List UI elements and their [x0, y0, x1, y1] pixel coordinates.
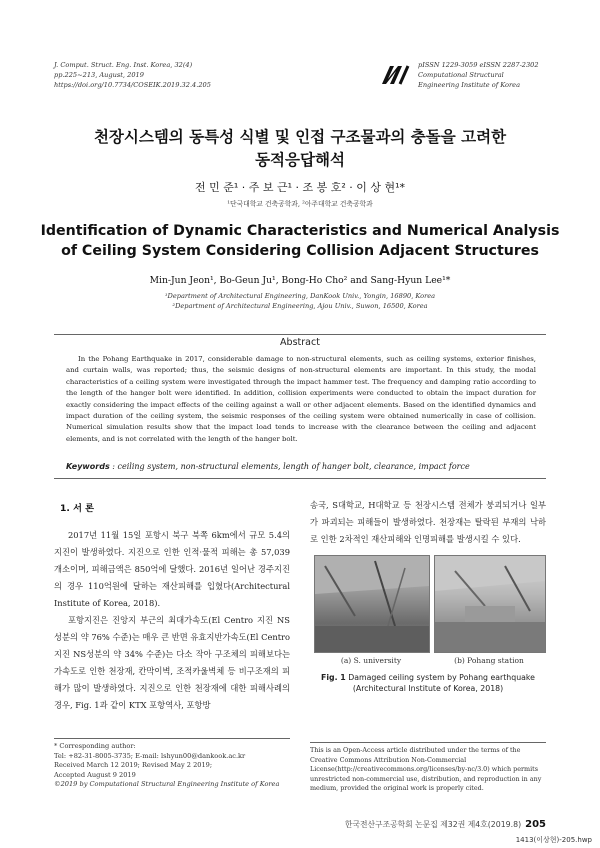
footnote-divider	[54, 738, 290, 739]
divider	[54, 334, 546, 335]
issn-block	[418, 60, 568, 90]
damaged-ceiling-illustration	[315, 556, 429, 652]
figure-photo-s-university	[314, 555, 430, 653]
figure-label: Fig. 1	[321, 673, 346, 682]
footnote-line: Accepted August 9 2019	[54, 770, 136, 779]
damaged-station-ceiling-illustration	[435, 556, 545, 652]
page-footer	[300, 819, 546, 830]
abstract-heading: Abstract	[280, 337, 320, 348]
issn-line: Engineering Institute of Korea	[418, 81, 521, 89]
keywords-list: : ceiling system, non-structural elements, length of hanger bolt, clearance, impact force	[109, 462, 470, 471]
copyright-line: ©2019 by Computational Structural Engineering Institute of Korea	[54, 780, 280, 788]
journal-citation	[54, 60, 304, 90]
footnote-line: Received March 12 2019; Revised May 2 2019;	[54, 761, 213, 769]
paragraph: 2017년 11월 15일 포항시 북구 북쪽 6km에서 규모 5.4의 지진이 발생하였다. 지진으로 인한 인적·물적 피해는 총 57,039 개소이며, 피해금액은 850억에 달했다. 2016년 일어난 경주지진의 경우 110억원에 달하는 재산피해를 입혔다(Architectural Institute of Korea, 2018).	[54, 530, 290, 608]
english-title	[40, 221, 560, 261]
body-column-right	[310, 497, 546, 548]
keywords	[66, 462, 546, 471]
keywords-label: Keywords	[66, 462, 110, 471]
affiliation-line: ¹Department of Architectural Engineering, DanKook Univ., Yongin, 16890, Korea	[164, 292, 436, 300]
correspondence-footnote	[54, 742, 290, 790]
english-title-line: of Ceiling System Considering Collision Adjacent Structures	[61, 243, 539, 259]
english-title-line: Identification of Dynamic Characteristics and Numerical Analysis	[40, 223, 560, 239]
doi-link[interactable]: https://doi.org/10.7734/COSEIK.2019.32.4.205	[54, 81, 211, 89]
footnote-divider	[310, 742, 546, 743]
figure-caption	[310, 672, 546, 694]
abstract-text: In the Pohang Earthquake in 2017, considerable damage to non-structural elements, such as ceiling systems, exterior finishes, and curtain walls, was reported; thus, the seismic designs of non-structural elements are important. In this study, the modal characteristics of a ceiling system were investigated through the impact hammer test. The frequency and damping ratio according to the length of the hanger bolt were identified. In addition, collision experiments were conducted to obtain the impact duration for exactly considering the impact effects of the ceiling against a wall or other adjacent elements. Based on the identified dynamics and impact duration of the ceiling system, the seismic responses of the ceiling system were obtained numerically in case of collision. Numerical simulation results show that the impact load tends to increase with the clearance between the ceiling and adjacent elements, and is not correlated with the length of the hanger bolt.	[66, 355, 536, 443]
korean-title-line: 동적응답해석	[255, 151, 345, 169]
korean-authors: 전 민 준¹ · 주 보 근¹ · 조 봉 호² · 이 상 현¹*	[194, 181, 406, 194]
footnote-line: Tel: +82-31-8005-3735; E-mail: lshyun00@dankook.ac.kr	[54, 751, 246, 760]
divider	[54, 478, 546, 479]
journal-line: J. Comput. Struct. Eng. Inst. Korea, 32(4)	[54, 61, 193, 69]
journal-logo-icon	[380, 64, 410, 86]
figure-caption-text: Damaged ceiling system by Pohang earthquake	[345, 673, 535, 682]
section-heading: 1. 서 론	[60, 503, 95, 514]
english-affiliations	[40, 292, 560, 311]
subcaption-a: (a) S. university	[340, 656, 402, 665]
footnote-line: * Corresponding author:	[54, 742, 136, 750]
page-number: 205	[525, 819, 546, 830]
license-footnote: This is an Open-Access article distributed under the terms of the Creative Commons Attribution Non-Commercial License(http://creativecommons.org/licenses/by-nc/3.0) which permits unrestricted non-commercial use, distribution, and reproduction in any medium, provided the original work is properly cited.	[310, 746, 542, 792]
korean-title-line: 천장시스템의 동특성 식별 및 인접 구조물과의 충돌을 고려한	[93, 128, 507, 146]
subcaption-b: (b) Pohang station	[454, 656, 524, 665]
english-authors: Min-Jun Jeon¹, Bo-Geun Ju¹, Bong-Ho Cho² and Sang-Hyun Lee¹*	[149, 275, 451, 286]
paragraph: 포항지진은 진앙지 부근의 최대가속도(El Centro 지진 NS 성분의 약 76% 수준)는 매우 큰 반면 유효지반가속도(El Centro 지진 NS성분의 약 34% 수준)는 다소 작아 구조체의 피해보다는 가속도로 인한 천장재, 칸막이벽, 조적카울벽체 등 비구조재의 피해가 많이 발생하였다. 지진으로 인한 천장재에 대한 피해사례의 경우, Fig. 1과 같이 KTX 포항역사, 포항방	[54, 615, 290, 710]
figure-photo-pohang-station	[434, 555, 546, 653]
korean-title	[40, 126, 560, 172]
issn-line: pISSN 1229-3059 eISSN 2287-2302	[418, 61, 539, 69]
issn-line: Computational Structural	[418, 71, 504, 79]
body-column-left	[54, 527, 290, 714]
file-tag: 1413(이상현)-205.hwp	[515, 836, 592, 844]
figure-caption-source: (Architectural Institute of Korea, 2018)	[352, 684, 504, 693]
korean-affiliations: ¹단국대학교 건축공학과, ²아주대학교 건축공학과	[227, 200, 373, 208]
journal-line: pp.225~213, August, 2019	[54, 71, 144, 79]
paragraph: 송국, S대학교, H대학교 등 천장시스템 전체가 붕괴되거나 일부가 파괴되는 피해들이 발생하였다. 천장재는 탈락된 부재의 낙하로 인한 2차적인 재산피해와 인명피해를 발생시킬 수 있다.	[310, 500, 546, 544]
journal-footer: 한국전산구조공학회 논문집 제32권 제4호(2019.8)	[344, 820, 522, 829]
affiliation-line: ²Department of Architectural Engineering, Ajou Univ., Suwon, 16500, Korea	[172, 301, 428, 310]
